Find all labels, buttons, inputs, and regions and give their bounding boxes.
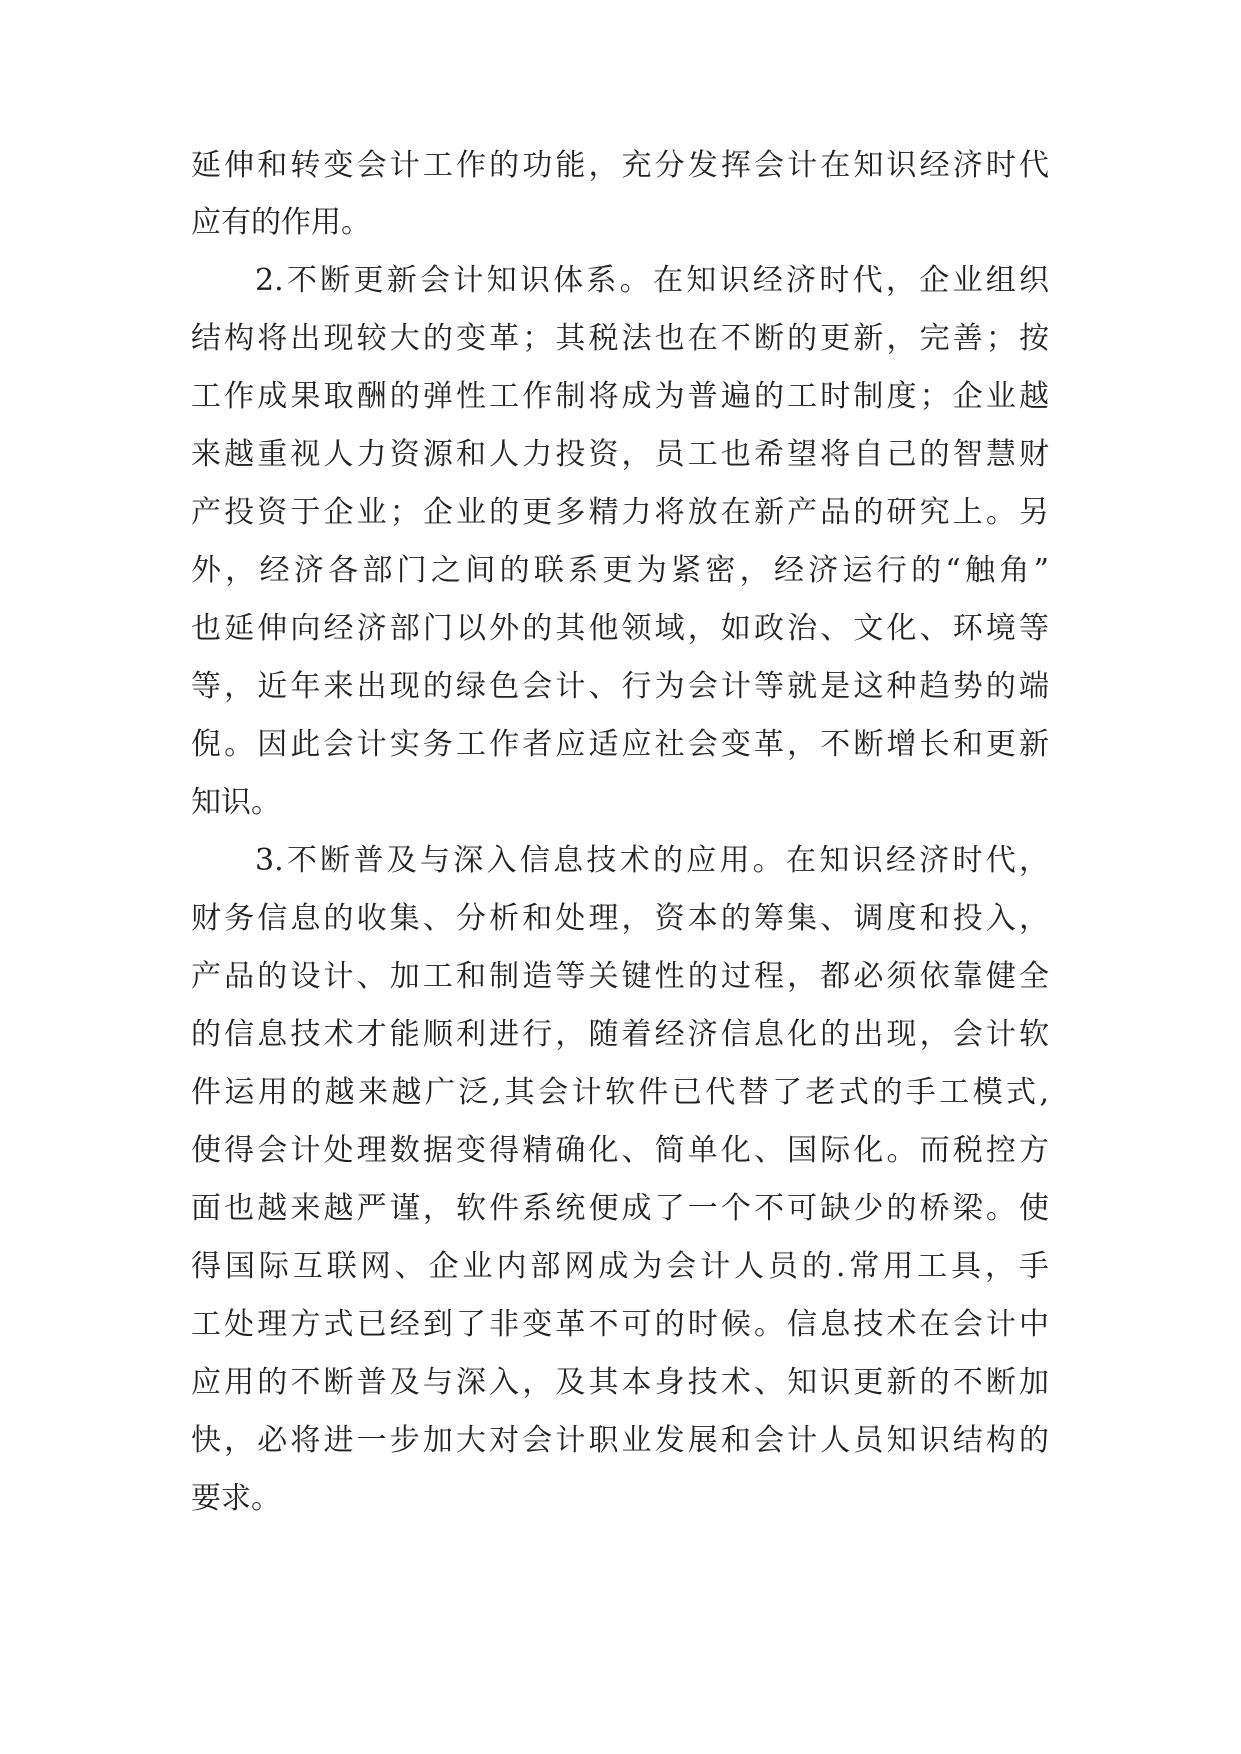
paragraph-3-line-6: 使得会计处理数据变得精确化、简单化、国际化。而税控方 bbox=[191, 1133, 1049, 1168]
paragraph-2-line-8: 等，近年来出现的绿色会计、行为会计等就是这种趋势的端 bbox=[191, 669, 1049, 704]
paragraph-2-line-10: 知识。 bbox=[191, 785, 281, 820]
paragraph-2-line-6: 外，经济各部门之间的联系更为紧密，经济运行的“触角” bbox=[191, 553, 1049, 588]
paragraph-3-line-12: 要求。 bbox=[191, 1481, 281, 1516]
paragraph-2-line-4: 来越重视人力资源和人力投资，员工也希望将自己的智慧财 bbox=[191, 437, 1049, 472]
paragraph-3-line-11: 快，必将进一步加大对会计职业发展和会计人员知识结构的 bbox=[191, 1423, 1049, 1458]
paragraph-2-line-7: 也延伸向经济部门以外的其他领域，如政治、文化、环境等 bbox=[191, 611, 1049, 646]
paragraph-2-line-9: 倪。因此会计实务工作者应适应社会变革，不断增长和更新 bbox=[191, 727, 1049, 762]
paragraph-2-line-3: 工作成果取酬的弹性工作制将成为普遍的工时制度；企业越 bbox=[191, 379, 1049, 414]
paragraph-3-line-7: 面也越来越严谨，软件系统便成了一个不可缺少的桥梁。使 bbox=[191, 1191, 1049, 1226]
paragraph-3-line-2: 财务信息的收集、分析和处理，资本的筹集、调度和投入， bbox=[191, 901, 1049, 936]
paragraph-2-line-2: 结构将出现较大的变革；其税法也在不断的更新，完善；按 bbox=[191, 321, 1049, 356]
paragraph-3-line-9: 工处理方式已经到了非变革不可的时候。信息技术在会计中 bbox=[191, 1307, 1049, 1342]
paragraph-3-line-3: 产品的设计、加工和制造等关键性的过程，都必须依靠健全 bbox=[191, 959, 1049, 994]
paragraph-2-line-1: 2.不断更新会计知识体系。在知识经济时代，企业组织 bbox=[255, 263, 1049, 298]
paragraph-1-line-1: 延伸和转变会计工作的功能，充分发挥会计在知识经济时代 bbox=[191, 148, 1049, 183]
paragraph-1-line-2: 应有的作用。 bbox=[191, 205, 371, 240]
paragraph-3-line-10: 应用的不断普及与深入，及其本身技术、知识更新的不断加 bbox=[191, 1365, 1049, 1400]
paragraph-2-line-5: 产投资于企业；企业的更多精力将放在新产品的研究上。另 bbox=[191, 495, 1049, 530]
paragraph-3-line-4: 的信息技术才能顺利进行，随着经济信息化的出现，会计软 bbox=[191, 1017, 1049, 1052]
paragraph-3-line-1: 3.不断普及与深入信息技术的应用。在知识经济时代， bbox=[255, 843, 1049, 878]
paragraph-3-line-8: 得国际互联网、企业内部网成为会计人员的.常用工具，手 bbox=[191, 1249, 1049, 1284]
paragraph-3-line-5: 件运用的越来越广泛,其会计软件已代替了老式的手工模式, bbox=[191, 1075, 1049, 1110]
